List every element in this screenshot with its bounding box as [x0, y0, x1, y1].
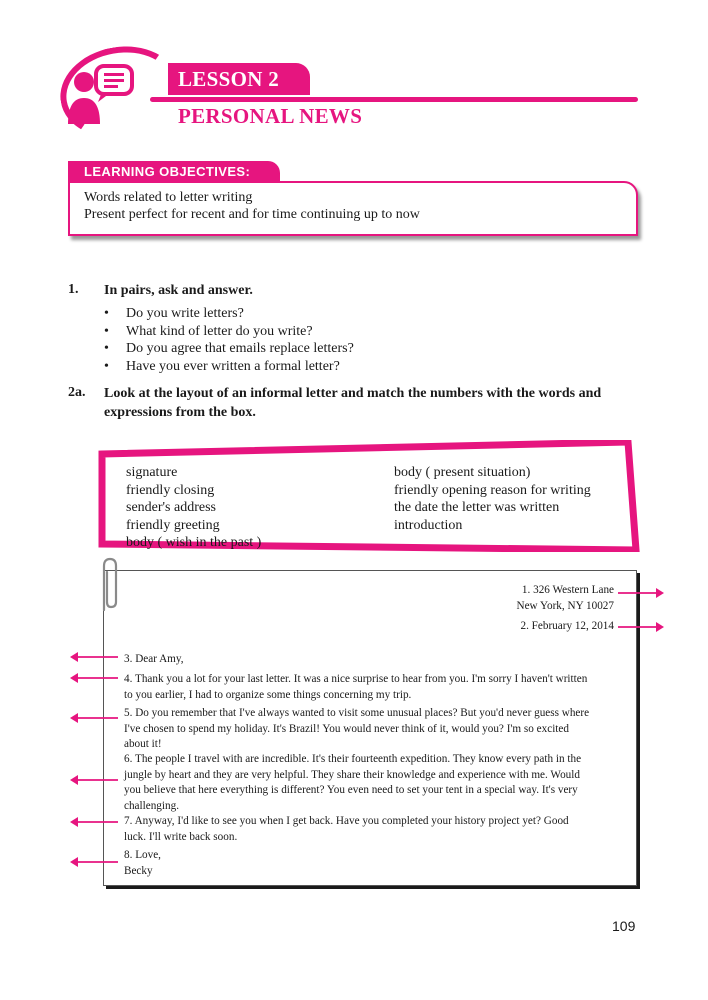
page-number: 109: [612, 918, 636, 934]
address-line: New York, NY 10027: [516, 599, 614, 612]
informal-letter: [103, 570, 637, 886]
exercise-1-number: 1.: [68, 282, 79, 297]
left-arrow-icon: [70, 815, 118, 829]
letter-line: I've chosen to spend my holiday. It's Brazil! You would never think of it, would you? I'm so excited: [124, 722, 569, 735]
letter-line: to you earlier, I had to organize some things concerning my trip.: [124, 688, 412, 701]
list-item: • Do you write letters?: [104, 305, 354, 323]
letter-paragraph-5: [124, 706, 589, 753]
letter-line: 5. Do you remember that I've always wanted to visit some unusual places? But you'd never guess where: [124, 707, 590, 719]
letter-line: 6. The people I travel with are incredible. It's their fourteenth expedition. They know every path in the: [124, 753, 582, 765]
address-line: 1. 326 Western Lane: [521, 584, 614, 596]
exercise-2a-number: 2a.: [68, 385, 86, 400]
letter-line: challenging.: [124, 799, 179, 812]
letter-line: about it!: [124, 738, 162, 750]
list-item: • What kind of letter do you write?: [104, 323, 354, 341]
word-box-item: introduction: [394, 517, 463, 533]
letter-closing-line: 8. Love,: [124, 849, 161, 861]
speaking-person-icon: [66, 62, 136, 128]
header-rule: [150, 97, 638, 102]
paper-clip-icon: [96, 556, 124, 616]
letter-paragraph-6: [124, 752, 581, 814]
exercise-1-questions: [104, 305, 354, 375]
list-item: • Do you agree that emails replace letters?: [104, 340, 354, 358]
right-arrow-icon: [618, 586, 664, 600]
exercise-2a-instruction: Look at the layout of an informal letter and match the numbers with the words and expressions from the box.: [104, 386, 602, 420]
left-arrow-icon: [70, 650, 118, 664]
letter-signature: Becky: [124, 864, 153, 877]
left-arrow-icon: [70, 855, 118, 869]
letter-line: luck. I'll write back soon.: [124, 830, 238, 843]
word-box-item: body ( wish in the past ): [126, 535, 262, 550]
objectives-heading: LEARNING OBJECTIVES:: [68, 161, 280, 183]
word-box: [98, 440, 640, 552]
word-box-item: friendly closing: [126, 482, 215, 498]
left-arrow-icon: [70, 773, 118, 787]
word-box-item: friendly opening reason for writing: [394, 482, 591, 498]
word-box-item: signature: [126, 465, 178, 480]
letter-paragraph-7: [124, 814, 569, 845]
letter-address: [517, 583, 614, 614]
word-box-left-column: [126, 464, 261, 552]
word-box-item: body ( present situation): [394, 465, 531, 480]
lesson-title: PERSONAL NEWS: [178, 104, 363, 128]
letter-closing: [124, 848, 161, 879]
word-box-item: the date the letter was written: [394, 500, 560, 515]
letter-line: 4. Thank you a lot for your last letter. It was a nice surprise to hear from you. I'm sorry I haven't written: [124, 673, 588, 685]
left-arrow-icon: [70, 711, 118, 725]
word-box-right-column: [394, 464, 591, 534]
letter-line: you believe that here everything is different? You even need to set your tent in a special way. It's very: [124, 784, 578, 796]
word-box-item: sender's address: [126, 500, 216, 515]
objectives-box: [68, 181, 638, 236]
letter-date: 2. February 12, 2014: [520, 620, 614, 632]
list-item: • Have you ever written a formal letter?: [104, 358, 354, 376]
objective-line: Words related to letter writing: [84, 190, 253, 205]
left-arrow-icon: [70, 671, 118, 685]
letter-line: jungle by heart and they are very helpful. They share their knowledge and experience with me. Would: [124, 768, 580, 781]
letter-greeting: 3. Dear Amy,: [124, 653, 184, 665]
letter-line: 7. Anyway, I'd like to see you when I get back. Have you completed your history project yet? Good: [124, 815, 569, 827]
exercise-1-instruction: In pairs, ask and answer.: [104, 283, 253, 298]
right-arrow-icon: [618, 620, 664, 634]
lesson-label: LESSON 2: [168, 63, 310, 95]
letter-paragraph-4: [124, 672, 587, 703]
word-box-item: friendly greeting: [126, 517, 220, 533]
objective-line: Present perfect for recent and for time continuing up to now: [84, 207, 420, 222]
